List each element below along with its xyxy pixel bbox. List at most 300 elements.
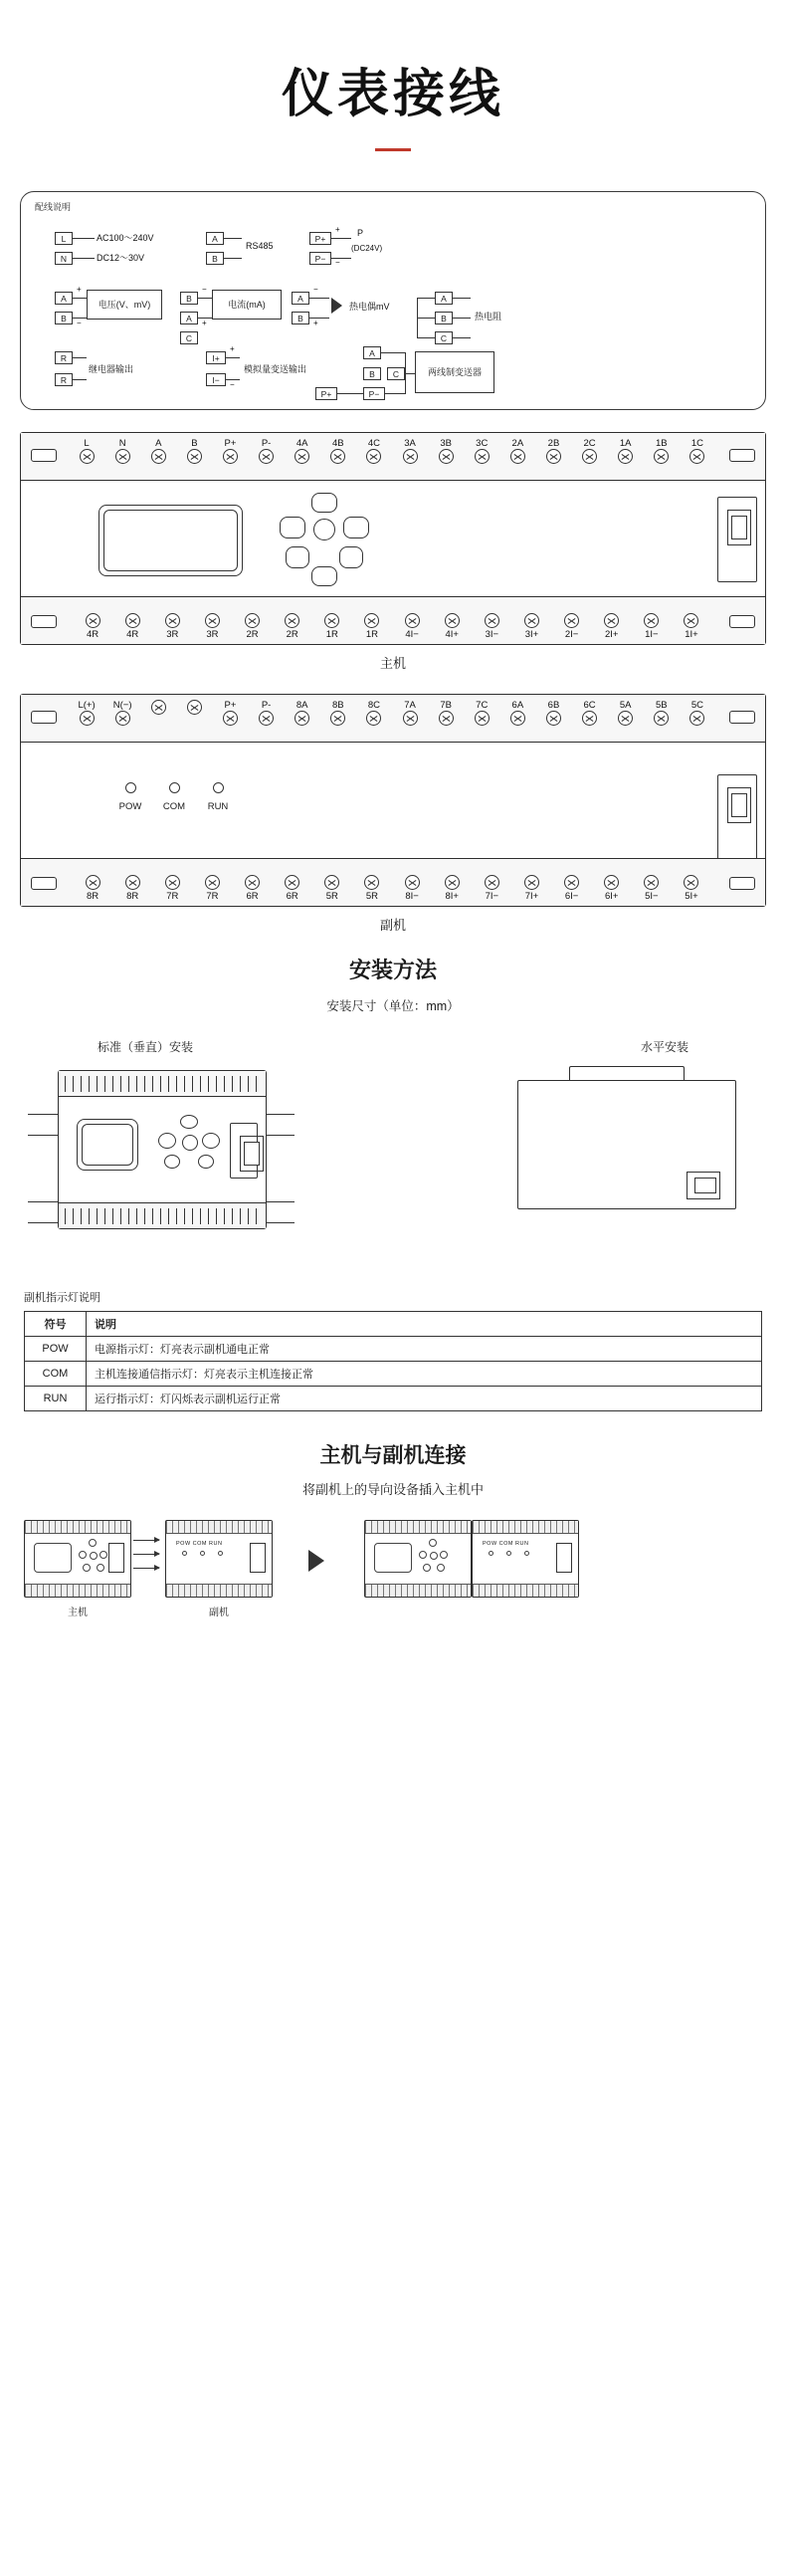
slave-terminal-top-13 bbox=[535, 699, 571, 726]
device-guide-port bbox=[556, 1543, 572, 1573]
legend-p24-sign-plus: + bbox=[335, 225, 340, 234]
screw-terminal-icon bbox=[245, 613, 260, 628]
terminal-label: 3C bbox=[476, 438, 489, 449]
master-terminal-top-15 bbox=[608, 437, 644, 464]
slave-bottom-terminal-row bbox=[65, 875, 719, 902]
device-top-band bbox=[59, 1071, 266, 1097]
master-expansion-port bbox=[717, 497, 757, 582]
legend-analog-label: 模拟量变送输出 bbox=[244, 364, 307, 374]
legend-transmitter-label: 两线制变送器 bbox=[415, 351, 494, 393]
wire bbox=[453, 318, 471, 319]
wire bbox=[73, 357, 87, 358]
device-top-band bbox=[166, 1521, 272, 1534]
master-terminal-top-13 bbox=[535, 437, 571, 464]
master-display bbox=[98, 505, 243, 576]
terminal-label: 2B bbox=[547, 438, 560, 449]
key-left bbox=[158, 1133, 176, 1149]
master-terminal-bottom-5 bbox=[273, 613, 312, 640]
device-bottom-band bbox=[166, 1584, 272, 1597]
slave-right-notch-bottom bbox=[729, 877, 755, 890]
key-up bbox=[180, 1115, 198, 1129]
key-left bbox=[419, 1551, 427, 1559]
arrow-icon bbox=[133, 1554, 159, 1555]
slave-terminal-bottom-7 bbox=[352, 875, 392, 902]
led-description-table bbox=[24, 1311, 762, 1411]
led-com bbox=[154, 782, 194, 812]
screw-terminal-icon bbox=[295, 449, 309, 464]
key-center bbox=[430, 1552, 438, 1560]
terminal-power-n: N bbox=[55, 252, 73, 265]
wire bbox=[224, 238, 242, 239]
screw-terminal-icon bbox=[366, 449, 381, 464]
slave-terminal-top-4 bbox=[212, 699, 248, 726]
vertical-mount-device bbox=[58, 1070, 267, 1229]
legend-voltage-sign-plus: + bbox=[77, 285, 82, 294]
device-expansion-port bbox=[108, 1543, 124, 1573]
master-terminal-top-8 bbox=[356, 437, 392, 464]
key-right bbox=[440, 1551, 448, 1559]
cell-description: 电源指示灯：灯亮表示副机通电正常 bbox=[87, 1337, 762, 1362]
master-left-notch-bottom bbox=[31, 615, 57, 628]
cell-symbol: COM bbox=[25, 1362, 87, 1387]
device-bottom-band bbox=[473, 1584, 578, 1597]
terminal-power-l: L bbox=[55, 232, 73, 245]
terminal-label: 5R bbox=[365, 891, 379, 902]
master-terminal-top-5 bbox=[249, 437, 285, 464]
wire bbox=[226, 357, 240, 358]
led-run bbox=[198, 782, 238, 812]
master-terminal-top-14 bbox=[572, 437, 608, 464]
screw-terminal-icon bbox=[187, 449, 202, 464]
master-terminal-bottom-12 bbox=[552, 613, 592, 640]
connect-section-title: 主机与副机连接 bbox=[319, 1444, 467, 1467]
terminal-label: 6C bbox=[583, 700, 596, 711]
screw-terminal-icon bbox=[259, 449, 274, 464]
master-top-terminal-row bbox=[61, 437, 723, 464]
connected-slave-led-labels: POW COM RUN bbox=[483, 1541, 529, 1547]
slave-terminal-bottom-12 bbox=[552, 875, 592, 902]
key-left-bottom bbox=[423, 1564, 431, 1572]
screw-terminal-icon bbox=[654, 711, 669, 726]
terminal-label: 1A bbox=[619, 438, 632, 449]
slave-terminal-top-14 bbox=[572, 699, 608, 726]
terminal-analog-iplus: I+ bbox=[206, 351, 226, 364]
master-terminal-bottom-13 bbox=[592, 613, 632, 640]
legend-analog-sign-plus: + bbox=[230, 344, 235, 353]
led-indicator-icon bbox=[218, 1551, 223, 1556]
terminal-label: 2A bbox=[511, 438, 524, 449]
connect-diagram-row bbox=[10, 1512, 776, 1639]
legend-relay-label: 继电器输出 bbox=[89, 364, 134, 374]
connected-master-device bbox=[364, 1520, 472, 1598]
slave-terminal-bottom-10 bbox=[472, 875, 511, 902]
legend-rs485-label: RS485 bbox=[246, 241, 274, 251]
master-terminal-top-6 bbox=[285, 437, 320, 464]
master-left-notch bbox=[31, 449, 57, 462]
install-caption-horizontal: 水平安装 bbox=[640, 1040, 688, 1054]
master-terminal-top-4 bbox=[212, 437, 248, 464]
terminal-tx-pminus: P− bbox=[363, 387, 385, 400]
master-terminal-top-3 bbox=[176, 437, 212, 464]
screw-terminal-icon bbox=[205, 613, 220, 628]
legend-voltage-sign-minus: − bbox=[77, 319, 82, 327]
screw-terminal-icon bbox=[151, 449, 166, 464]
master-terminal-top-0 bbox=[69, 437, 104, 464]
screw-terminal-icon bbox=[285, 613, 299, 628]
terminal-label: N(−) bbox=[112, 700, 132, 711]
wire bbox=[385, 393, 405, 394]
terminal-p-minus: P− bbox=[309, 252, 331, 265]
screw-terminal-icon bbox=[324, 875, 339, 890]
device-keypad bbox=[419, 1539, 449, 1575]
slave-terminal-top-3 bbox=[176, 699, 212, 726]
screw-terminal-icon bbox=[546, 449, 561, 464]
screw-terminal-icon bbox=[403, 711, 418, 726]
screw-terminal-icon bbox=[165, 613, 180, 628]
legend-caption: 配线说明 bbox=[35, 202, 72, 212]
terminal-relay-r1: R bbox=[55, 351, 73, 364]
terminal-label: 3I+ bbox=[524, 629, 539, 640]
terminal-label: 1I− bbox=[645, 629, 659, 640]
terminal-label: N bbox=[118, 438, 126, 449]
wire bbox=[331, 238, 351, 239]
screw-terminal-icon bbox=[485, 613, 499, 628]
terminal-label: 4R bbox=[86, 629, 99, 640]
screw-terminal-icon bbox=[86, 613, 100, 628]
master-terminal-bottom-2 bbox=[152, 613, 192, 640]
terminal-label: 8A bbox=[295, 700, 308, 711]
terminal-current-c: C bbox=[180, 331, 198, 344]
wire bbox=[309, 318, 329, 319]
screw-terminal-icon bbox=[564, 613, 579, 628]
master-module-group bbox=[0, 432, 786, 672]
screw-terminal-icon bbox=[165, 875, 180, 890]
led-indicator-icon bbox=[200, 1551, 205, 1556]
legend-power-label-ac: AC100～240V bbox=[97, 233, 154, 243]
master-right-notch-bottom bbox=[729, 615, 755, 628]
terminal-rtd-a: A bbox=[435, 292, 453, 305]
master-terminal-top-17 bbox=[680, 437, 715, 464]
screw-terminal-icon bbox=[115, 711, 130, 726]
led-pow-label: POW bbox=[118, 801, 142, 812]
slave-terminal-bottom-3 bbox=[192, 875, 232, 902]
key-up[interactable] bbox=[311, 493, 337, 513]
master-keypad bbox=[278, 493, 375, 588]
master-module-name: 主机 bbox=[379, 656, 406, 671]
table-header-row bbox=[25, 1312, 762, 1337]
slave-terminal-top-1 bbox=[104, 699, 140, 726]
key-center bbox=[182, 1135, 198, 1151]
slave-terminal-bottom-4 bbox=[233, 875, 273, 902]
slave-terminal-top-2 bbox=[140, 699, 176, 726]
slave-terminal-top-6 bbox=[285, 699, 320, 726]
master-terminal-bottom-6 bbox=[312, 613, 352, 640]
master-terminal-bottom-4 bbox=[233, 613, 273, 640]
led-pow bbox=[110, 782, 150, 812]
horizontal-mount-device bbox=[517, 1080, 736, 1209]
terminal-tc-b: B bbox=[292, 312, 309, 324]
device-expansion-port bbox=[230, 1123, 258, 1179]
screw-terminal-icon bbox=[546, 711, 561, 726]
key-left-bottom bbox=[164, 1155, 180, 1169]
slave-left-notch-bottom bbox=[31, 877, 57, 890]
terminal-label: 1B bbox=[655, 438, 668, 449]
slave-terminal-top-7 bbox=[320, 699, 356, 726]
screw-terminal-icon bbox=[259, 711, 274, 726]
master-module bbox=[20, 432, 766, 645]
screw-terminal-icon bbox=[205, 875, 220, 890]
screw-terminal-icon bbox=[604, 875, 619, 890]
terminal-label: 7R bbox=[166, 891, 179, 902]
key-up bbox=[89, 1539, 97, 1547]
key-left-bottom[interactable] bbox=[286, 546, 309, 568]
key-right-bottom bbox=[437, 1564, 445, 1572]
master-terminal-bottom-1 bbox=[112, 613, 152, 640]
screw-terminal-icon bbox=[80, 711, 95, 726]
slave-terminal-top-9 bbox=[392, 699, 428, 726]
master-terminal-bottom-0 bbox=[73, 613, 112, 640]
device-guide-port bbox=[250, 1543, 266, 1573]
terminal-label: 7C bbox=[476, 700, 489, 711]
key-right-bottom bbox=[97, 1564, 104, 1572]
terminal-tx-a: A bbox=[363, 346, 381, 359]
title-block bbox=[0, 0, 786, 151]
key-center[interactable] bbox=[313, 519, 335, 540]
wire bbox=[417, 318, 435, 319]
wire bbox=[453, 337, 471, 338]
key-right-bottom bbox=[198, 1155, 214, 1169]
key-left bbox=[79, 1551, 87, 1559]
screw-terminal-icon bbox=[405, 875, 420, 890]
device-top-profile bbox=[569, 1066, 685, 1081]
terminal-label: P- bbox=[261, 438, 272, 449]
screw-terminal-icon bbox=[524, 613, 539, 628]
slave-module-name: 副机 bbox=[379, 918, 406, 933]
connected-slave-device bbox=[472, 1520, 579, 1598]
wire bbox=[417, 337, 435, 338]
master-terminal-top-1 bbox=[104, 437, 140, 464]
legend-power-label-dc: DC12～30V bbox=[97, 253, 145, 263]
terminal-label: 4A bbox=[295, 438, 308, 449]
terminal-label: 1C bbox=[690, 438, 703, 449]
wire bbox=[417, 298, 418, 337]
terminal-label: 3B bbox=[440, 438, 452, 449]
screw-terminal-icon bbox=[86, 875, 100, 890]
screw-terminal-icon bbox=[684, 613, 698, 628]
screw-terminal-icon bbox=[475, 449, 490, 464]
legend-p24-sign-minus: − bbox=[335, 258, 340, 267]
terminal-label: 7B bbox=[440, 700, 452, 711]
terminal-current-a: A bbox=[180, 312, 198, 324]
terminal-label: 8I+ bbox=[445, 891, 459, 902]
connect-slave-led-labels: POW COM RUN bbox=[176, 1541, 223, 1547]
device-top-band bbox=[473, 1521, 578, 1534]
arrow-icon bbox=[133, 1540, 159, 1541]
arrow-icon bbox=[331, 298, 342, 314]
screw-terminal-icon bbox=[364, 613, 379, 628]
led-indicator-icon bbox=[524, 1551, 529, 1556]
master-terminal-bottom-9 bbox=[432, 613, 472, 640]
master-terminal-bottom-11 bbox=[511, 613, 551, 640]
master-terminal-bottom-8 bbox=[392, 613, 432, 640]
terminal-label: 8I− bbox=[405, 891, 419, 902]
led-indicator-icon bbox=[213, 782, 224, 793]
screw-terminal-icon bbox=[245, 875, 260, 890]
slave-terminal-bottom-8 bbox=[392, 875, 432, 902]
terminal-label: 4B bbox=[332, 438, 344, 449]
terminal-hatch bbox=[65, 1076, 260, 1092]
terminal-label: P+ bbox=[224, 438, 237, 449]
slave-terminal-top-17 bbox=[680, 699, 715, 726]
device-bottom-band bbox=[365, 1584, 471, 1597]
key-up bbox=[429, 1539, 437, 1547]
terminal-analog-iminus: I− bbox=[206, 373, 226, 386]
terminal-label: B bbox=[191, 438, 198, 449]
arrow-icon bbox=[133, 1568, 159, 1569]
legend-p24-label: P bbox=[357, 228, 364, 238]
slave-left-notch bbox=[31, 711, 57, 724]
terminal-label: 7R bbox=[206, 891, 219, 902]
terminal-label: 8B bbox=[332, 700, 344, 711]
terminal-rs485-a: A bbox=[206, 232, 224, 245]
legend-tc-sign-minus: − bbox=[313, 285, 318, 294]
screw-terminal-icon bbox=[366, 711, 381, 726]
terminal-label: 2C bbox=[583, 438, 596, 449]
wire bbox=[381, 352, 405, 353]
screw-terminal-icon bbox=[689, 449, 704, 464]
terminal-label: 2R bbox=[246, 629, 259, 640]
device-display bbox=[77, 1119, 138, 1171]
terminal-tx-b: B bbox=[363, 367, 381, 380]
device-bottom-band bbox=[59, 1202, 266, 1228]
terminal-rtd-c: C bbox=[435, 331, 453, 344]
terminal-label: P+ bbox=[224, 700, 237, 711]
terminal-p-plus: P+ bbox=[309, 232, 331, 245]
terminal-label: 7I+ bbox=[524, 891, 539, 902]
master-terminal-top-12 bbox=[499, 437, 535, 464]
screw-terminal-icon bbox=[654, 449, 669, 464]
master-terminal-top-16 bbox=[644, 437, 680, 464]
table-row bbox=[25, 1337, 762, 1362]
terminal-label: 2I− bbox=[564, 629, 579, 640]
screw-terminal-icon bbox=[604, 613, 619, 628]
legend-analog-sign-minus: − bbox=[230, 380, 235, 389]
terminal-label: 1I+ bbox=[685, 629, 698, 640]
screw-terminal-icon bbox=[295, 711, 309, 726]
screw-terminal-icon bbox=[330, 711, 345, 726]
terminal-rs485-b: B bbox=[206, 252, 224, 265]
table-row bbox=[25, 1387, 762, 1411]
key-left-bottom bbox=[83, 1564, 91, 1572]
led-indicator-icon bbox=[489, 1551, 493, 1556]
key-down[interactable] bbox=[311, 566, 337, 586]
slave-terminal-bottom-9 bbox=[432, 875, 472, 902]
terminal-label: 3I− bbox=[485, 629, 499, 640]
master-terminal-bottom-15 bbox=[672, 613, 711, 640]
terminal-label: 4I+ bbox=[445, 629, 459, 640]
terminal-voltage-a: A bbox=[55, 292, 73, 305]
wire bbox=[405, 373, 415, 374]
terminal-label: 5C bbox=[690, 700, 703, 711]
master-bottom-terminal-row bbox=[65, 613, 719, 640]
legend-p24-sublabel: (DC24V) bbox=[351, 244, 383, 253]
wiring-legend-panel bbox=[20, 191, 766, 410]
terminal-label: P- bbox=[261, 700, 272, 711]
slave-module bbox=[20, 694, 766, 907]
terminal-hatch bbox=[65, 1208, 260, 1224]
device-keypad bbox=[158, 1115, 224, 1179]
install-section-subtitle: 安装尺寸（单位：mm） bbox=[326, 999, 460, 1013]
device-top-band bbox=[365, 1521, 471, 1534]
terminal-rtd-b: B bbox=[435, 312, 453, 324]
key-center bbox=[90, 1552, 98, 1560]
master-terminal-bottom-7 bbox=[352, 613, 392, 640]
wire bbox=[198, 298, 212, 299]
device-bottom-band bbox=[25, 1584, 130, 1597]
slave-terminal-bottom-11 bbox=[511, 875, 551, 902]
screw-terminal-icon bbox=[510, 449, 525, 464]
legend-current-sign-minus: − bbox=[202, 285, 207, 294]
screw-terminal-icon bbox=[285, 875, 299, 890]
key-right-bottom[interactable] bbox=[339, 546, 363, 568]
master-terminal-top-11 bbox=[464, 437, 499, 464]
master-terminal-bottom-10 bbox=[472, 613, 511, 640]
wire bbox=[331, 258, 351, 259]
install-section-title: 安装方法 bbox=[348, 958, 437, 982]
terminal-label: 3R bbox=[166, 629, 179, 640]
screw-terminal-icon bbox=[475, 711, 490, 726]
slave-terminal-top-11 bbox=[464, 699, 499, 726]
master-terminal-top-9 bbox=[392, 437, 428, 464]
master-terminal-top-10 bbox=[428, 437, 464, 464]
slave-terminal-top-16 bbox=[644, 699, 680, 726]
terminal-label: 4C bbox=[367, 438, 380, 449]
cell-description: 运行指示灯：灯闪烁表示副机运行正常 bbox=[87, 1387, 762, 1411]
table-header-description: 说明 bbox=[87, 1312, 762, 1337]
screw-terminal-icon bbox=[582, 711, 597, 726]
terminal-label: 6R bbox=[286, 891, 298, 902]
terminal-label: 6I+ bbox=[604, 891, 619, 902]
cell-symbol: RUN bbox=[25, 1387, 87, 1411]
led-table-caption: 副机指示灯说明 bbox=[24, 1292, 100, 1304]
terminal-label: 1R bbox=[325, 629, 338, 640]
legend-rtd-label: 热电阻 bbox=[475, 312, 502, 322]
screw-terminal-icon bbox=[330, 449, 345, 464]
led-indicator-icon bbox=[506, 1551, 511, 1556]
led-indicator-icon bbox=[125, 782, 136, 793]
device-top-band bbox=[25, 1521, 130, 1534]
connect-master-device bbox=[24, 1520, 131, 1598]
terminal-label: 6A bbox=[511, 700, 524, 711]
key-left-top[interactable] bbox=[280, 517, 305, 538]
install-diagram-row bbox=[20, 1032, 766, 1281]
wire bbox=[337, 393, 363, 394]
master-terminal-bottom-3 bbox=[192, 613, 232, 640]
led-com-label: COM bbox=[162, 801, 186, 812]
screw-terminal-icon bbox=[405, 613, 420, 628]
wire bbox=[73, 238, 95, 239]
terminal-label: 5I− bbox=[645, 891, 659, 902]
led-indicator-icon bbox=[182, 1551, 187, 1556]
slave-terminal-bottom-6 bbox=[312, 875, 352, 902]
slave-terminal-bottom-13 bbox=[592, 875, 632, 902]
wire bbox=[309, 298, 329, 299]
key-right-top[interactable] bbox=[343, 517, 369, 538]
device-keypad bbox=[79, 1539, 108, 1575]
screw-terminal-icon bbox=[524, 875, 539, 890]
slave-top-terminal-row bbox=[61, 699, 723, 726]
terminal-label: A bbox=[155, 438, 162, 449]
